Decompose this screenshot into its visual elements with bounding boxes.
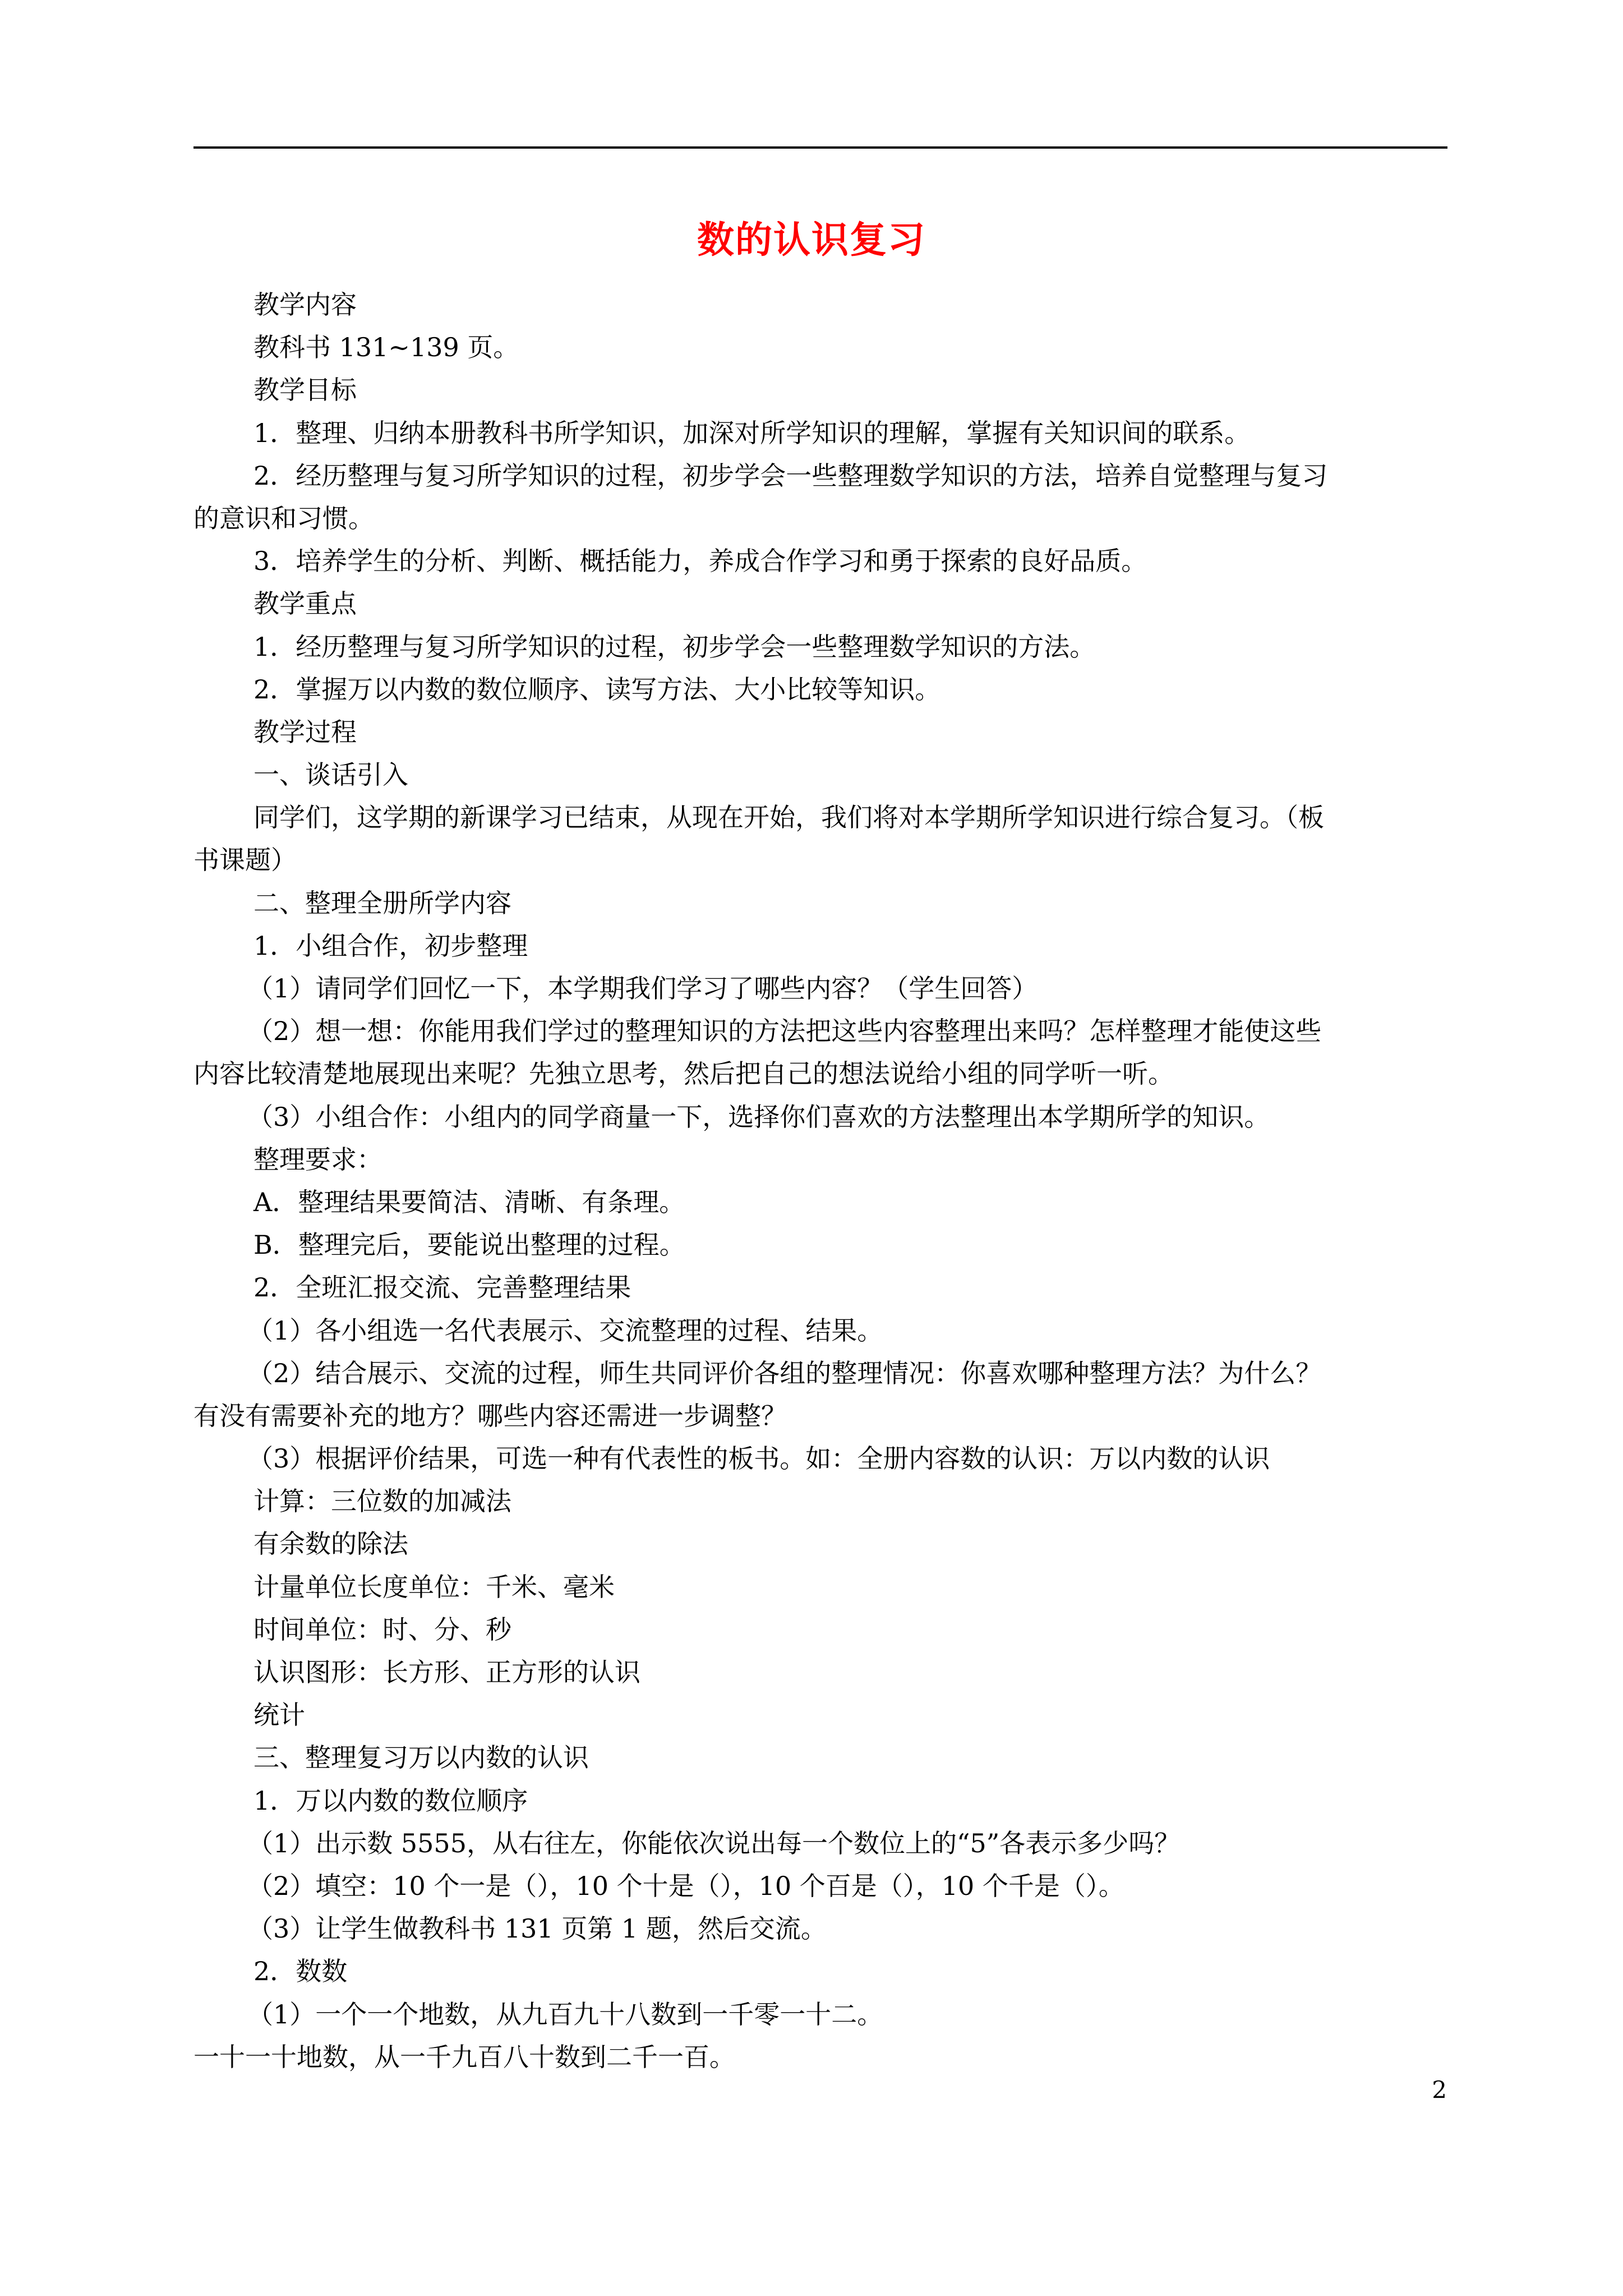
- text-line: （2）结合展示、交流的过程，师生共同评价各组的整理情况：你喜欢哪种整理方法？为什么？: [247, 1358, 1322, 1388]
- text-line: 1．万以内数的数位顺序: [253, 1785, 528, 1816]
- text-line: 教学重点: [253, 588, 357, 619]
- text-line: 教科书 131~139 页。: [253, 332, 519, 363]
- document-title: 数的认识复习: [697, 218, 926, 261]
- text-line: 3．培养学生的分析、判断、概括能力，养成合作学习和勇于探索的良好品质。: [253, 546, 1147, 577]
- text-line: 同学们，这学期的新课学习已结束，从现在开始，我们将对本学期所学知识进行综合复习。（板: [253, 802, 1324, 833]
- text-line: 有没有需要补充的地方？哪些内容还需进一步调整？: [193, 1400, 787, 1431]
- text-line: （3）让学生做教科书 131 页第 1 题，然后交流。: [247, 1913, 827, 1944]
- text-line: 整理要求：: [253, 1144, 382, 1175]
- text-line: 2．掌握万以内数的数位顺序、读写方法、大小比较等知识。: [253, 674, 941, 705]
- text-line: （2）填空：10 个一是（），10 个十是（），10 个百是（），10 个千是（）。: [247, 1870, 1124, 1901]
- text-line: （1）请同学们回忆一下，本学期我们学习了哪些内容？（学生回答）: [247, 973, 1038, 1004]
- text-line: 1．整理、归纳本册教科书所学知识，加深对所学知识的理解，掌握有关知识间的联系。: [253, 417, 1251, 448]
- text-line: 教学内容: [253, 289, 357, 320]
- text-line: 计量单位长度单位：千米、毫米: [253, 1571, 615, 1602]
- text-line: 时间单位：时、分、秒: [253, 1614, 511, 1645]
- text-line: 一十一十地数，从一千九百八十数到二千一百。: [193, 2041, 735, 2072]
- text-line: （3）小组合作：小组内的同学商量一下，选择你们喜欢的方法整理出本学期所学的知识。: [247, 1101, 1270, 1132]
- text-line: 的意识和习惯。: [193, 503, 374, 533]
- text-line: 教学目标: [253, 375, 357, 406]
- text-line: 教学过程: [253, 716, 357, 747]
- text-line: 有余数的除法: [253, 1529, 408, 1559]
- text-line: 内容比较清楚地展现出来呢？先独立思考，然后把自己的想法说给小组的同学听一听。: [193, 1059, 1174, 1089]
- text-line: 二、整理全册所学内容: [253, 887, 511, 918]
- header-rule: [193, 146, 1447, 149]
- text-line: （1）出示数 5555，从右往左，你能依次说出每一个数位上的“5”各表示多少吗？: [247, 1828, 1181, 1858]
- text-line: （3）根据评价结果，可选一种有代表性的板书。如：全册内容数的认识：万以内数的认识: [247, 1443, 1270, 1474]
- page-number: 2: [1432, 2076, 1447, 2104]
- text-line: 2．数数: [253, 1956, 348, 1987]
- text-line: （1）一个一个地数，从九百九十八数到一千零一十二。: [247, 1999, 883, 2030]
- text-line: 计算：三位数的加减法: [253, 1486, 511, 1517]
- text-line: 书课题）: [193, 845, 297, 876]
- text-line: 统计: [253, 1700, 305, 1731]
- text-line: 1．经历整理与复习所学知识的过程，初步学会一些整理数学知识的方法。: [253, 631, 1096, 662]
- text-line: 三、整理复习万以内数的认识: [253, 1742, 589, 1773]
- text-line: B．整理完后，要能说出整理的过程。: [253, 1230, 685, 1260]
- text-line: （1）各小组选一名代表展示、交流整理的过程、结果。: [247, 1315, 883, 1346]
- text-line: 一、谈话引入: [253, 760, 408, 790]
- text-line: 认识图形：长方形、正方形的认识: [253, 1657, 640, 1687]
- text-line: 1．小组合作，初步整理: [253, 930, 528, 961]
- text-line: A．整理结果要简洁、清晰、有条理。: [253, 1186, 685, 1217]
- text-line: 2．全班汇报交流、完善整理结果: [253, 1272, 631, 1303]
- text-line: 2．经历整理与复习所学知识的过程，初步学会一些整理数学知识的方法，培养自觉整理与复习: [253, 460, 1328, 491]
- text-line: （2）想一想：你能用我们学过的整理知识的方法把这些内容整理出来吗？怎样整理才能使这些: [247, 1016, 1322, 1047]
- document-body: [193, 283, 1447, 2078]
